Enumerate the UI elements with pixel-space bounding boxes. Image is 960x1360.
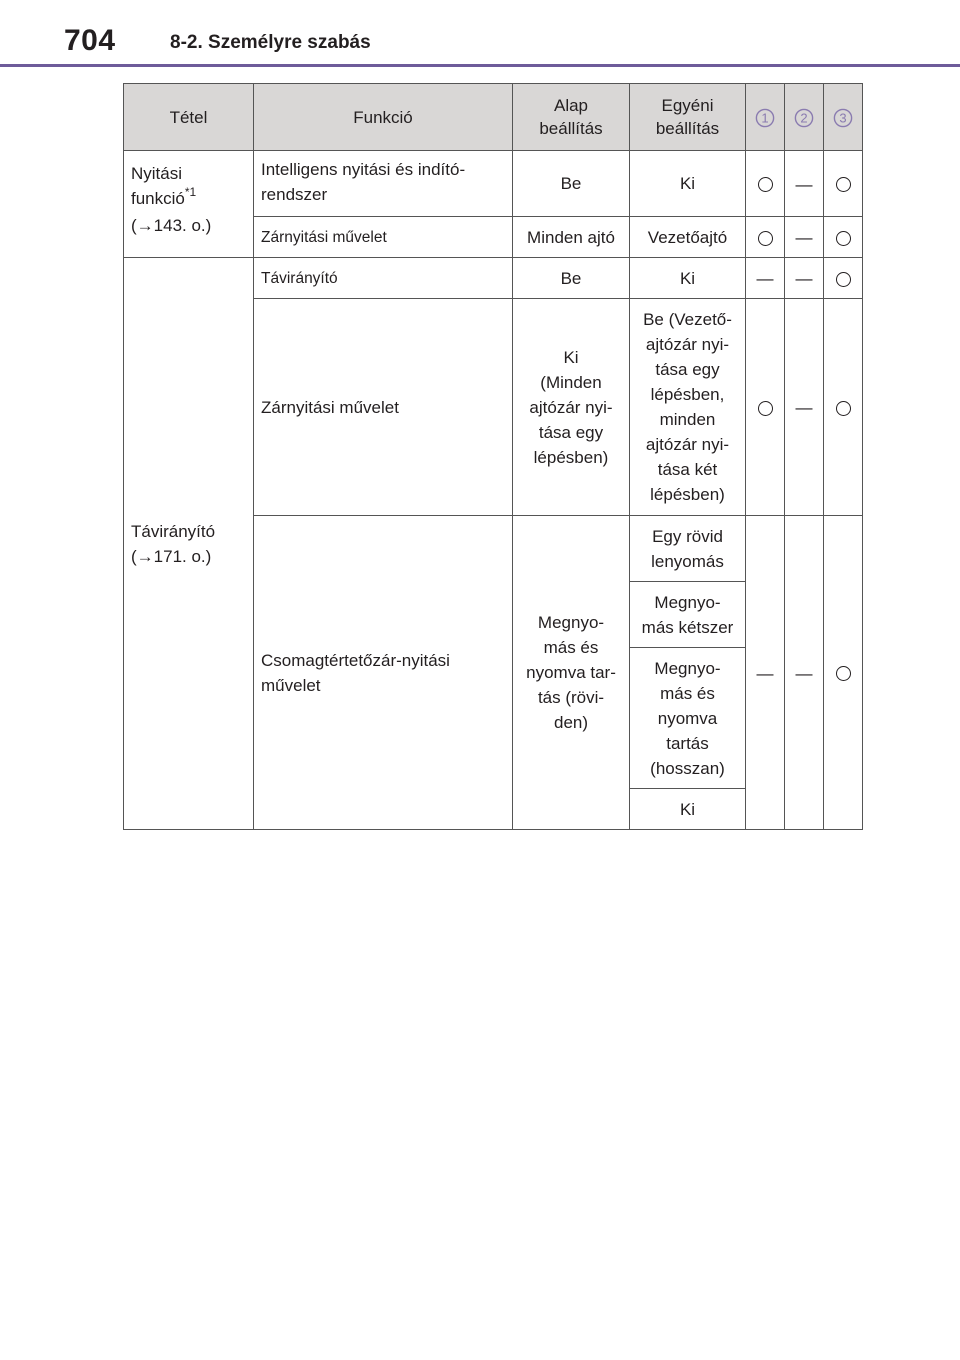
dash-mark-icon: —: [756, 269, 774, 288]
table-row: [124, 151, 863, 217]
mark-cell: [785, 151, 824, 217]
header-custom: Egyéni beállítás: [630, 84, 746, 151]
header-col-1: [746, 84, 785, 151]
page-number: 704: [64, 24, 116, 57]
circle-mark-icon: [836, 272, 851, 287]
custom-cell: Vezetőajtó: [630, 217, 746, 258]
footnote-mark: *1: [184, 185, 197, 199]
mark-cell: [746, 217, 785, 258]
header-col-3: [824, 84, 863, 151]
function-cell: Zárnyitási művelet: [254, 299, 513, 516]
item-label: Nyitási funkció: [131, 164, 185, 208]
mark-cell: [785, 258, 824, 299]
dash-mark-icon: —: [795, 174, 813, 194]
dash-mark-icon: —: [795, 663, 813, 683]
circle-mark-icon: [836, 666, 851, 681]
dash-mark-icon: —: [756, 663, 774, 683]
mark-cell: [824, 299, 863, 516]
default-cell: Be: [513, 258, 630, 299]
header-item: Tétel: [124, 84, 254, 151]
function-cell: Távirányító: [254, 258, 513, 299]
item-cell-remote: Távirányító (→171. o.): [124, 258, 254, 830]
header-rule: [0, 64, 960, 67]
header-default: Alap beállítás: [513, 84, 630, 151]
mark-cell: [824, 516, 863, 830]
custom-cell: Ki: [630, 789, 746, 830]
circle-mark-icon: [758, 231, 773, 246]
page-reference: (→143. o.): [131, 216, 212, 235]
mark-cell: [746, 258, 785, 299]
circle-mark-icon: [836, 401, 851, 416]
svg-text:1: 1: [761, 110, 769, 126]
header-function: Funkció: [254, 84, 513, 151]
circle-mark-icon: [758, 401, 773, 416]
mark-cell: [746, 299, 785, 516]
default-cell: Megnyo- más és nyomva tar- tás (rövi- den): [513, 516, 630, 830]
table-row: [124, 258, 863, 299]
circle-mark-icon: [758, 177, 773, 192]
section-title: 8-2. Személyre szabás: [170, 32, 371, 53]
settings-table: [123, 83, 863, 830]
dash-mark-icon: —: [795, 228, 813, 247]
circled-number-icon: [833, 108, 853, 128]
default-cell: Ki (Minden ajtózár nyi- tása egy lépésben): [513, 299, 630, 516]
circled-number-icon: [755, 108, 775, 128]
default-cell: Be: [513, 151, 630, 217]
circle-mark-icon: [836, 177, 851, 192]
table-header-row: [124, 84, 863, 151]
function-cell: Intelligens nyitási és indító- rendszer: [254, 151, 513, 217]
default-cell: Minden ajtó: [513, 217, 630, 258]
mark-cell: [824, 258, 863, 299]
dash-mark-icon: —: [795, 269, 813, 288]
custom-cell: Megnyo- más kétszer: [630, 582, 746, 648]
mark-cell: [785, 299, 824, 516]
circled-number-icon: [794, 108, 814, 128]
mark-cell: [746, 151, 785, 217]
header-col-2: [785, 84, 824, 151]
mark-cell: [824, 151, 863, 217]
mark-cell: [785, 217, 824, 258]
svg-text:2: 2: [800, 110, 808, 126]
item-cell-opening: [124, 151, 254, 258]
mark-cell: [785, 516, 824, 830]
dash-mark-icon: —: [795, 398, 813, 417]
function-cell: Zárnyitási művelet: [254, 217, 513, 258]
page-header: [0, 0, 960, 68]
circle-mark-icon: [836, 231, 851, 246]
svg-text:3: 3: [839, 110, 847, 126]
function-cell: Csomagtértetőzár-nyitási művelet: [254, 516, 513, 830]
custom-cell: Egy rövid lenyomás: [630, 516, 746, 582]
mark-cell: [824, 217, 863, 258]
custom-cell: Be (Vezető- ajtózár nyi- tása egy lépésben, minden ajtózár nyi- tása két lépésben): [630, 299, 746, 516]
custom-cell: Ki: [630, 151, 746, 217]
mark-cell: [746, 516, 785, 830]
custom-cell: Ki: [630, 258, 746, 299]
custom-cell: Megnyo- más és nyomva tartás (hosszan): [630, 648, 746, 789]
